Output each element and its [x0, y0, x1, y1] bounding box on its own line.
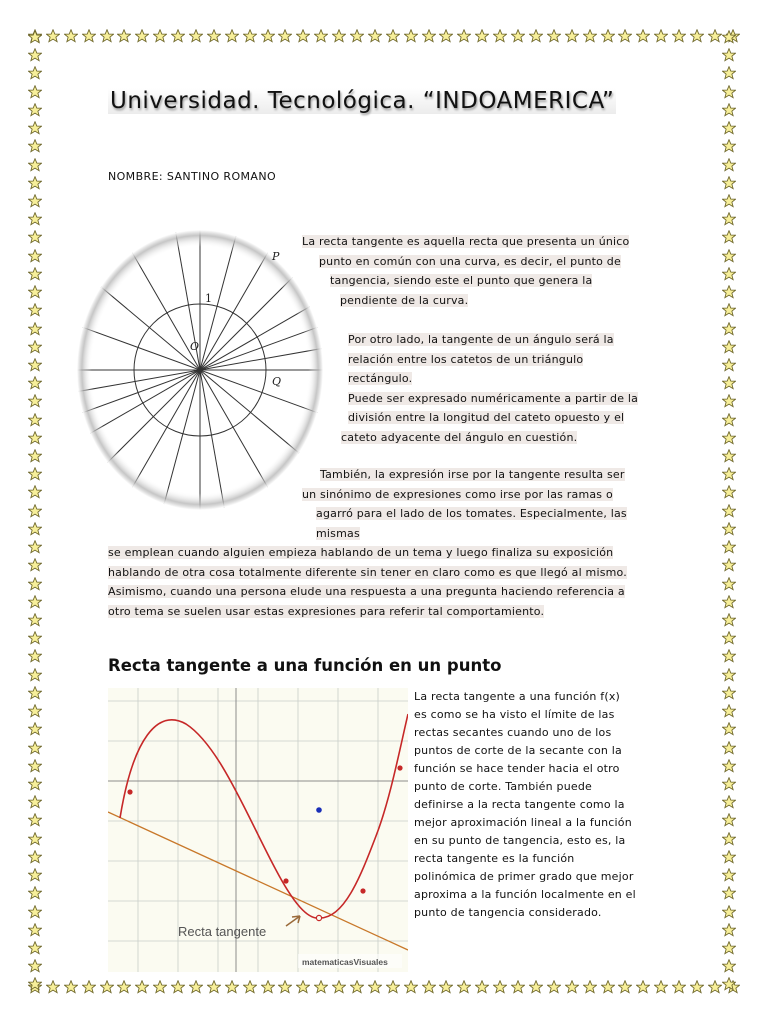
star-icon [722, 832, 736, 846]
label-p: P [272, 250, 280, 263]
star-icon [722, 759, 736, 773]
star-icon [28, 558, 42, 572]
star-icon [207, 980, 221, 994]
star-icon [243, 29, 257, 43]
star-icon [722, 977, 736, 991]
star-icon [64, 29, 78, 43]
star-icon [28, 376, 42, 390]
star-icon [261, 29, 275, 43]
star-icon [722, 704, 736, 718]
star-icon [722, 577, 736, 591]
star-icon [28, 285, 42, 299]
star-icon [722, 176, 736, 190]
star-icon [722, 103, 736, 117]
text-line: en su punto de tangencia, esto es, la [414, 834, 626, 847]
star-icon [153, 29, 167, 43]
star-icon [565, 980, 579, 994]
star-icon [722, 194, 736, 208]
star-icon [547, 980, 561, 994]
star-icon [722, 121, 736, 135]
star-icon [722, 941, 736, 955]
star-icon [404, 29, 418, 43]
text-line: mejor aproximación lineal a la función [414, 816, 632, 829]
star-icon [28, 722, 42, 736]
star-icon [28, 322, 42, 336]
label-origin: O [190, 340, 200, 353]
star-icon [722, 649, 736, 663]
star-icon [314, 980, 328, 994]
star-icon [117, 29, 131, 43]
star-icon [189, 980, 203, 994]
star-icon [28, 267, 42, 281]
star-icon [722, 777, 736, 791]
star-icon [722, 30, 736, 44]
text-line: cateto adyacente del ángulo en cuestión. [341, 430, 578, 444]
star-icon [28, 941, 42, 955]
star-icon [135, 980, 149, 994]
star-icon [618, 980, 632, 994]
paragraph-expression [108, 465, 668, 621]
star-icon [722, 722, 736, 736]
text-line: polinómica de primer grado que mejor [414, 870, 634, 883]
star-icon [28, 85, 42, 99]
star-icon [722, 376, 736, 390]
star-icon [722, 595, 736, 609]
text-line: un sinónimo de expresiones como irse por las ramas o [302, 487, 613, 501]
star-icon [722, 959, 736, 973]
star-icon [565, 29, 579, 43]
star-icon [28, 850, 42, 864]
star-icon [278, 980, 292, 994]
paragraph-definition [302, 232, 662, 310]
curve-point [127, 789, 132, 794]
star-icon [722, 158, 736, 172]
star-icon [28, 741, 42, 755]
star-icon [28, 704, 42, 718]
star-icon [722, 431, 736, 445]
star-icon [722, 886, 736, 900]
star-icon [28, 212, 42, 226]
star-icon [28, 176, 42, 190]
star-icon [28, 959, 42, 973]
star-icon [722, 522, 736, 536]
star-icon [690, 29, 704, 43]
text-line: se emplean cuando alguien empieza hablando de un tema y luego finaliza su exposición [108, 546, 614, 559]
star-icon [368, 29, 382, 43]
star-icon [28, 467, 42, 481]
star-icon [278, 29, 292, 43]
star-icon [583, 980, 597, 994]
star-icon [722, 303, 736, 317]
star-icon [722, 485, 736, 499]
star-icon [28, 139, 42, 153]
star-icon [28, 194, 42, 208]
star-icon [722, 394, 736, 408]
star-icon [28, 905, 42, 919]
star-icon [722, 795, 736, 809]
text-line: rectas secantes cuando uno de los [414, 726, 612, 739]
star-icon [28, 777, 42, 791]
tangent-label: Recta tangente [178, 924, 267, 939]
text-line: otro tema se suelen usar estas expresiones para referir tal comportamiento. [108, 604, 545, 618]
star-icon [28, 121, 42, 135]
star-icon [171, 980, 185, 994]
star-icon [100, 29, 114, 43]
star-icon [722, 631, 736, 645]
star-icon [722, 249, 736, 263]
text-line: Por otro lado, la tangente de un ángulo será la [348, 333, 614, 346]
text-line: división entre la longitud del cateto opuesto y el [348, 411, 625, 424]
star-icon [493, 980, 507, 994]
page-border-top [28, 29, 740, 47]
star-icon [243, 980, 257, 994]
text-line: punto en común con una curva, es decir, el punto de [319, 254, 621, 268]
section-heading: Recta tangente a una función en un punto [108, 656, 502, 675]
star-icon [28, 394, 42, 408]
star-icon [28, 759, 42, 773]
star-icon [350, 29, 364, 43]
star-icon [457, 29, 471, 43]
star-icon [493, 29, 507, 43]
star-icon [511, 29, 525, 43]
star-icon [296, 29, 310, 43]
star-icon [28, 66, 42, 80]
star-icon [722, 467, 736, 481]
text-line: es como se ha visto el límite de las [414, 708, 615, 721]
star-icon [722, 358, 736, 372]
star-icon [722, 139, 736, 153]
star-icon [722, 85, 736, 99]
text-line: función se hace tender hacia el otro [414, 762, 620, 775]
tangency-point [316, 915, 321, 920]
star-icon [422, 980, 436, 994]
star-icon [153, 980, 167, 994]
star-icon [636, 980, 650, 994]
star-icon [529, 980, 543, 994]
star-icon [82, 29, 96, 43]
star-icon [28, 449, 42, 463]
star-icon [386, 29, 400, 43]
star-icon [117, 980, 131, 994]
star-icon [422, 29, 436, 43]
star-icon [28, 30, 42, 44]
star-icon [708, 29, 722, 43]
star-icon [368, 980, 382, 994]
star-icon [690, 980, 704, 994]
star-icon [28, 48, 42, 62]
star-icon [28, 504, 42, 518]
star-icon [28, 631, 42, 645]
text-line: rectángulo. [348, 372, 413, 385]
text-line: relación entre los catetos de un triángulo [348, 352, 584, 366]
star-icon [28, 668, 42, 682]
star-icon [28, 577, 42, 591]
text-line: pendiente de la curva. [340, 293, 469, 307]
star-icon [708, 980, 722, 994]
star-icon [28, 358, 42, 372]
star-icon [722, 686, 736, 700]
star-icon [171, 29, 185, 43]
star-icon [722, 540, 736, 554]
star-icon [722, 741, 736, 755]
star-icon [457, 980, 471, 994]
star-icon [207, 29, 221, 43]
star-icon [28, 413, 42, 427]
star-icon [314, 29, 328, 43]
star-icon [672, 980, 686, 994]
text-line: La recta tangente es aquella recta que presenta un único [302, 235, 630, 248]
star-icon [28, 340, 42, 354]
watermark-text: matematicasVisuales [302, 957, 388, 967]
star-icon [722, 66, 736, 80]
paragraph-tangent-angle [341, 330, 668, 447]
star-icon [261, 980, 275, 994]
star-icon [28, 977, 42, 991]
star-icon [28, 613, 42, 627]
star-icon [28, 540, 42, 554]
star-icon [722, 322, 736, 336]
star-icon [46, 29, 60, 43]
star-icon [654, 29, 668, 43]
star-icon [332, 980, 346, 994]
star-icon [722, 285, 736, 299]
star-icon [225, 29, 239, 43]
star-icon [28, 686, 42, 700]
star-icon [475, 980, 489, 994]
text-line: Asimismo, cuando una persona elude una respuesta a una pregunta haciendo referencia a [108, 585, 625, 598]
star-icon [64, 980, 78, 994]
star-icon [722, 613, 736, 627]
text-line: recta tangente es la función [414, 852, 575, 865]
star-icon [722, 267, 736, 281]
star-icon [722, 212, 736, 226]
star-icon [28, 813, 42, 827]
star-icon [722, 668, 736, 682]
star-icon [722, 413, 736, 427]
document-title: Universidad. Tecnológica. “INDOAMERICA” [110, 88, 615, 114]
label-q: Q [272, 375, 282, 388]
page-border-bottom [28, 980, 740, 998]
star-icon [654, 980, 668, 994]
star-icon [722, 558, 736, 572]
text-line: tangencia, siendo este el punto que genera la [330, 274, 593, 287]
star-icon [28, 595, 42, 609]
star-icon [135, 29, 149, 43]
curve-point [283, 878, 288, 883]
star-icon [722, 923, 736, 937]
star-icon [722, 905, 736, 919]
text-line: Puede ser expresado numéricamente a partir de la [348, 391, 639, 405]
star-icon [601, 980, 615, 994]
star-icon [28, 485, 42, 499]
star-icon [404, 980, 418, 994]
star-icon [722, 868, 736, 882]
star-icon [529, 29, 543, 43]
star-icon [28, 230, 42, 244]
star-icon [28, 886, 42, 900]
text-line: También, la expresión irse por la tangente resulta ser [320, 468, 625, 481]
star-icon [722, 850, 736, 864]
tangent-function-graph [108, 688, 408, 972]
star-icon [583, 29, 597, 43]
text-line: hablando de otra cosa totalmente diferente sin tener en claro como es que llegó al mismo. [108, 565, 627, 579]
star-icon [722, 48, 736, 62]
star-icon [618, 29, 632, 43]
star-icon [722, 449, 736, 463]
curve-point [397, 765, 402, 770]
star-icon [439, 29, 453, 43]
star-icon [386, 980, 400, 994]
student-name: NOMBRE: SANTINO ROMANO [108, 170, 277, 183]
text-line: puntos de corte de la secante con la [414, 744, 622, 757]
star-icon [28, 832, 42, 846]
star-icon [82, 980, 96, 994]
center-point [316, 807, 322, 813]
star-icon [28, 431, 42, 445]
star-icon [722, 230, 736, 244]
star-icon [28, 522, 42, 536]
star-icon [28, 868, 42, 882]
star-icon [28, 649, 42, 663]
star-icon [225, 980, 239, 994]
star-icon [722, 340, 736, 354]
text-line: definirse a la recta tangente como la [414, 798, 625, 811]
star-icon [475, 29, 489, 43]
star-icon [28, 103, 42, 117]
text-line: punto de tangencia considerado. [414, 906, 602, 919]
star-icon [296, 980, 310, 994]
star-icon [28, 303, 42, 317]
curve-point [360, 888, 365, 893]
star-icon [28, 923, 42, 937]
star-icon [511, 980, 525, 994]
text-line: agarró para el lado de los tomates. Especialmente, las mismas [316, 507, 627, 540]
star-icon [439, 980, 453, 994]
text-line: punto de corte. También puede [414, 780, 592, 793]
star-icon [601, 29, 615, 43]
page-border-left [28, 30, 46, 992]
text-line: La recta tangente a una función f(x) [414, 690, 621, 703]
label-one: 1 [205, 292, 212, 305]
star-icon [28, 249, 42, 263]
star-icon [636, 29, 650, 43]
star-icon [350, 980, 364, 994]
star-icon [28, 158, 42, 172]
page-border-right [722, 30, 740, 992]
text-line: aproxima a la función localmente en el [414, 888, 636, 901]
star-icon [722, 813, 736, 827]
star-icon [189, 29, 203, 43]
star-icon [28, 795, 42, 809]
star-icon [100, 980, 114, 994]
star-icon [46, 980, 60, 994]
star-icon [722, 504, 736, 518]
star-icon [332, 29, 346, 43]
star-icon [672, 29, 686, 43]
star-icon [547, 29, 561, 43]
paragraph-function-tangent [414, 688, 664, 922]
